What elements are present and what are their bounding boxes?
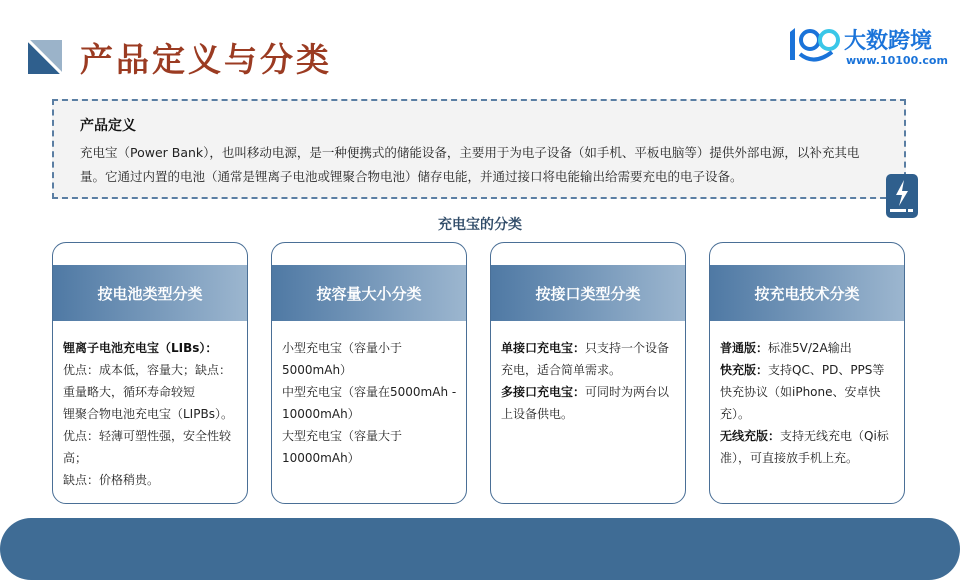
card-body	[720, 337, 896, 469]
logo-name: 大数跨境	[844, 29, 933, 54]
card-line: 普通版：标准5V/2A输出	[720, 341, 852, 355]
definition-text: 充电宝（Power Bank），也叫移动电源，是一种便携式的储能设备，主要用于为电子设备（如手机、平板电脑等）提供外部电源，以补充其电量。它通过内置的电池（通常是锂离子电池或锂聚合物电池）储存电能，并通过接口将电能输出给需要充电的电子设备。	[80, 145, 860, 184]
page-title: 产品定义与分类	[80, 40, 332, 79]
brand-logo	[786, 24, 946, 74]
definition-heading: 产品定义	[80, 118, 136, 134]
card-heading: 按接口类型分类	[491, 265, 685, 321]
card-interface	[490, 242, 686, 504]
card-body	[282, 337, 458, 469]
logo-mark-icon	[786, 24, 842, 68]
card-body	[63, 337, 239, 491]
card-charging-tech	[709, 242, 905, 504]
card-body	[501, 337, 677, 425]
footer-band	[0, 518, 960, 580]
card-line: 单接口充电宝：只支持一个设备充电，适合简单需求。	[501, 341, 670, 377]
classification-title: 充电宝的分类	[438, 217, 522, 233]
card-line: 缺点：价格稍贵。	[63, 473, 160, 487]
card-line: 快充版：支持QC、PD、PPS等快充协议（如iPhone、安卓快充）。	[720, 363, 885, 421]
card-line: 中型充电宝（容量在5000mAh - 10000mAh）	[282, 385, 457, 421]
card-line: 优点：成本低，容量大；缺点：重量略大，循环寿命较短	[63, 363, 232, 399]
definition-box	[52, 99, 906, 199]
card-battery-type	[52, 242, 248, 504]
card-line: 无线充版：支持无线充电（Qi标准），可直接放手机上充。	[720, 429, 889, 465]
card-capacity	[271, 242, 467, 504]
card-line: 多接口充电宝：可同时为两台以上设备供电。	[501, 385, 670, 421]
card-line: 小型充电宝（容量小于5000mAh）	[282, 341, 403, 377]
card-heading: 按容量大小分类	[272, 265, 466, 321]
logo-url: www.10100.com	[846, 54, 948, 67]
title-icon	[28, 40, 62, 74]
card-line: 优点：轻薄可塑性强，安全性较高；	[63, 429, 232, 465]
card-line: 大型充电宝（容量大于10000mAh）	[282, 429, 403, 465]
card-line: 锂聚合物电池充电宝（LIPBs）。	[63, 407, 233, 421]
card-line: 锂离子电池充电宝（LIBs）：	[63, 341, 218, 355]
card-heading: 按充电技术分类	[710, 265, 904, 321]
card-heading: 按电池类型分类	[53, 265, 247, 321]
battery-charging-icon	[885, 173, 919, 219]
